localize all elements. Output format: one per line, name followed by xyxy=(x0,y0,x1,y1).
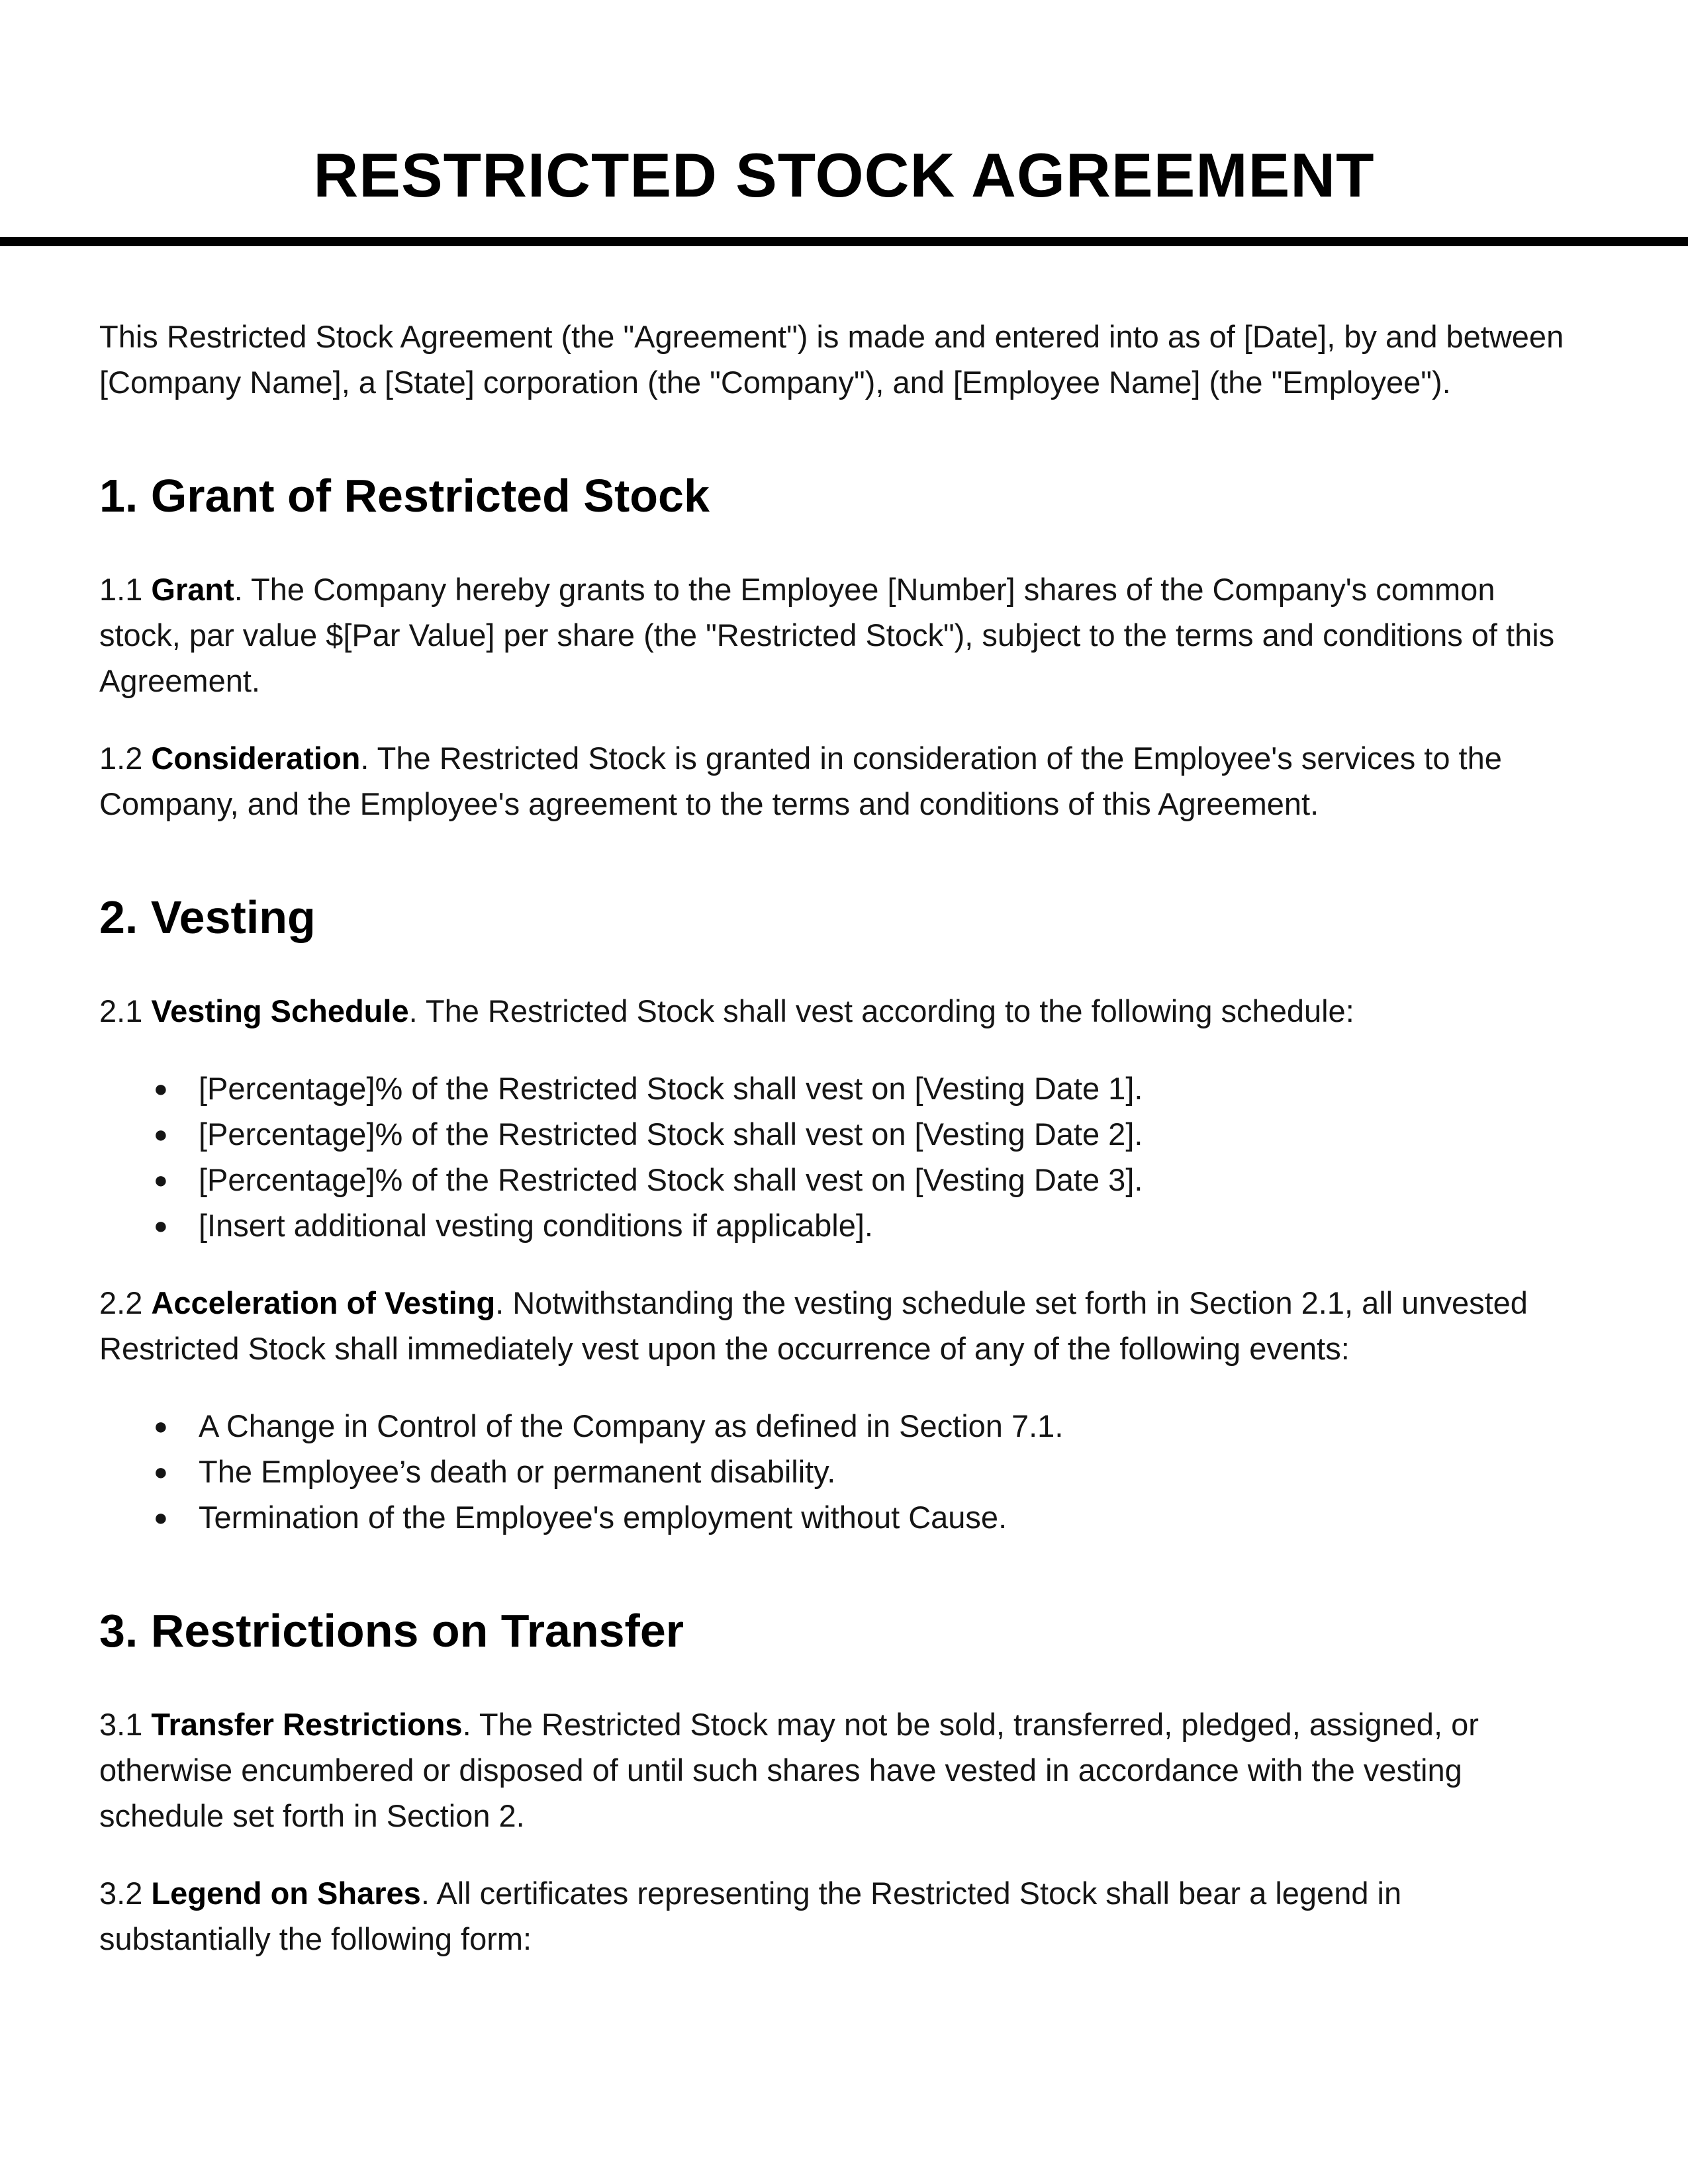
bullet-icon: ● xyxy=(154,1166,168,1193)
clause-number: 1.2 xyxy=(99,741,143,776)
bullet-icon: ● xyxy=(154,1075,168,1102)
section-1-heading: 1. Grant of Restricted Stock xyxy=(99,470,710,522)
section-2-heading: 2. Vesting xyxy=(99,891,316,943)
clause-text: . Notwithstanding the vesting schedule set forth in Section 2.1, all unvested Restricted Stock shall immediately vest upon the occurrence of any of the following events: xyxy=(99,1285,1528,1366)
title-divider xyxy=(0,237,1688,246)
bullet-icon: ● xyxy=(154,1412,168,1439)
document-title: RESTRICTED STOCK AGREEMENT xyxy=(313,140,1375,210)
list-item xyxy=(99,1449,1575,1494)
clause-term: Grant xyxy=(151,572,234,607)
list-item xyxy=(99,1157,1575,1203)
clause-term: Acceleration of Vesting xyxy=(151,1285,496,1320)
clause-term: Transfer Restrictions xyxy=(151,1707,463,1742)
clause-2-1 xyxy=(99,988,1575,1034)
clause-term: Consideration xyxy=(151,741,361,776)
clause-3-1 xyxy=(99,1702,1575,1839)
bullet-icon: ● xyxy=(154,1458,168,1485)
clause-text: . The Company hereby grants to the Employee [Number] shares of the Company's common stock, par value $[Par Value] per share (the "Restricted Stock"), subject to the terms and conditions of this Agreement. xyxy=(99,572,1555,698)
clause-number: 3.2 xyxy=(99,1876,143,1911)
clause-3-2 xyxy=(99,1870,1575,1962)
acceleration-events-list xyxy=(99,1403,1575,1540)
list-item-text: The Employee’s death or permanent disability. xyxy=(199,1454,836,1489)
bullet-icon: ● xyxy=(154,1120,168,1148)
clause-1-1 xyxy=(99,567,1575,704)
clause-term: Legend on Shares xyxy=(151,1876,421,1911)
list-item xyxy=(99,1111,1575,1157)
clause-text: . The Restricted Stock may not be sold, transferred, pledged, assigned, or otherwise encumbered or disposed of until such shares have vested in accordance with the vesting schedule set forth in Section 2. xyxy=(99,1707,1479,1833)
intro-paragraph: This Restricted Stock Agreement (the "Agreement") is made and entered into as of [Date], by and between [Company Name], a [State] corporation (the "Company"), and [Employee Name] (the "Employee"). xyxy=(99,319,1564,400)
list-item-text: A Change in Control of the Company as defined in Section 7.1. xyxy=(199,1408,1064,1443)
clause-text: . The Restricted Stock shall vest according to the following schedule: xyxy=(408,993,1354,1028)
list-item xyxy=(99,1494,1575,1540)
list-item-text: Termination of the Employee's employment without Cause. xyxy=(199,1500,1008,1535)
vesting-schedule-list xyxy=(99,1066,1575,1248)
list-item-text: [Percentage]% of the Restricted Stock shall vest on [Vesting Date 3]. xyxy=(199,1162,1143,1197)
clause-number: 3.1 xyxy=(99,1707,143,1742)
clause-number: 1.1 xyxy=(99,572,143,607)
bullet-icon: ● xyxy=(154,1504,168,1531)
clause-term: Vesting Schedule xyxy=(151,993,409,1028)
list-item xyxy=(99,1203,1575,1248)
list-item-text: [Percentage]% of the Restricted Stock shall vest on [Vesting Date 1]. xyxy=(199,1071,1143,1106)
list-item-text: [Percentage]% of the Restricted Stock shall vest on [Vesting Date 2]. xyxy=(199,1116,1143,1152)
clause-number: 2.1 xyxy=(99,993,143,1028)
bullet-icon: ● xyxy=(154,1212,168,1239)
document-body xyxy=(99,314,1575,1962)
clause-text: . All certificates representing the Restricted Stock shall bear a legend in substantially the following form: xyxy=(99,1876,1402,1956)
section-3-heading: 3. Restrictions on Transfer xyxy=(99,1605,684,1657)
clause-number: 2.2 xyxy=(99,1285,143,1320)
clause-1-2 xyxy=(99,735,1575,827)
list-item xyxy=(99,1066,1575,1111)
list-item-text: [Insert additional vesting conditions if applicable]. xyxy=(199,1208,873,1243)
clause-text: . The Restricted Stock is granted in consideration of the Employee's services to the Company, and the Employee's agreement to the terms and conditions of this Agreement. xyxy=(99,741,1502,821)
list-item xyxy=(99,1403,1575,1449)
clause-2-2 xyxy=(99,1280,1575,1371)
